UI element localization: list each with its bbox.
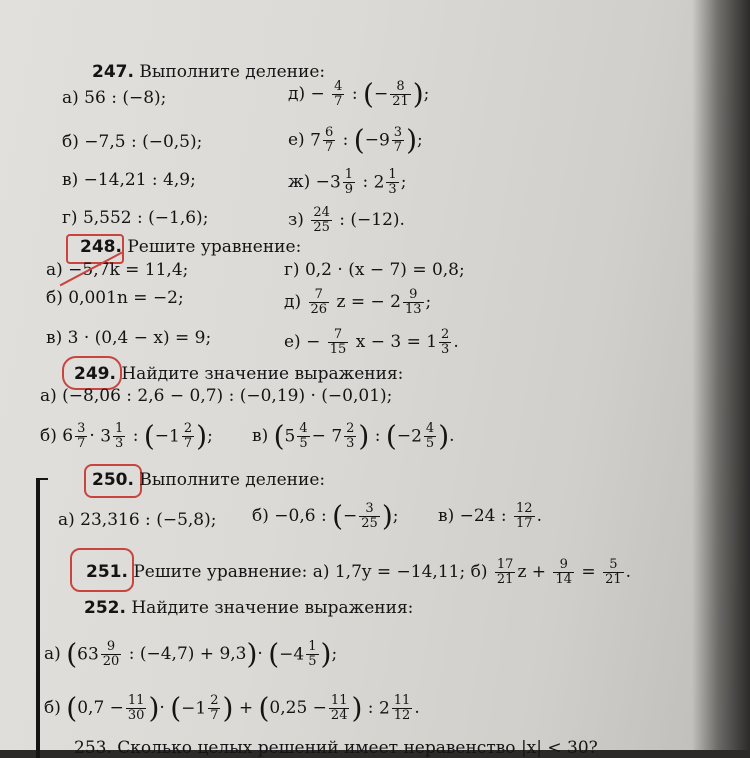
numerator: 17 <box>496 557 514 572</box>
expression-part: 0,7 − <box>77 698 124 718</box>
fraction <box>309 288 330 317</box>
whole-part: 2 <box>378 698 390 719</box>
numerator: 4 <box>425 421 435 436</box>
expression-middle: : (−4,7) + 9,3 <box>128 644 247 664</box>
problem-title: Выполните деление: <box>139 470 326 490</box>
item-label: е) <box>288 130 305 150</box>
denominator: 15 <box>329 342 347 357</box>
fraction <box>113 422 125 451</box>
item-label: в) −24 : <box>438 506 507 526</box>
whole-part: −4 <box>279 644 305 665</box>
problem-number: 248. <box>80 237 122 257</box>
denominator: 24 <box>330 708 348 723</box>
problem-249-header <box>74 364 403 384</box>
numerator: 1 <box>388 167 397 182</box>
denominator: 3 <box>346 436 355 451</box>
p247-e: е) 7 $\frac{6}{7}$ : (−9 $\frac{3}{7}$ ); <box>288 123 423 157</box>
problem-252-header <box>84 598 413 618</box>
whole-part: 3 <box>100 426 112 447</box>
numerator: 1 <box>115 421 124 436</box>
fraction <box>553 558 574 587</box>
fraction <box>439 328 451 357</box>
denominator: 20 <box>102 654 120 669</box>
expression-tail: : (−12). <box>339 210 405 230</box>
denominator: 7 <box>210 708 219 723</box>
p247-b: б) −7,5 : (−0,5); <box>62 132 203 152</box>
item-label: б) 6 <box>40 426 74 446</box>
p247-a: а) 56 : (−8); <box>62 88 167 108</box>
problem-title: Решите уравнение: <box>127 237 302 257</box>
p248-d: д) $\frac{7}{26}$ z = − 2 $\frac{9}{13}$ ; <box>284 287 432 317</box>
fraction <box>311 206 332 235</box>
fraction <box>424 422 436 451</box>
item-label: д) <box>288 84 306 104</box>
expression-middle: z = − 2 <box>336 292 401 312</box>
numerator: 8 <box>390 80 411 95</box>
numerator: 9 <box>101 640 122 655</box>
denominator: 21 <box>496 572 514 587</box>
p247-z <box>288 206 405 235</box>
denominator: 9 <box>344 182 354 197</box>
item-label: б) −0,6 : <box>252 506 327 526</box>
p250-a: а) 23,316 : (−5,8); <box>58 510 217 530</box>
numerator: 11 <box>393 693 411 708</box>
denominator: 7 <box>183 436 193 451</box>
p248-g: г) 0,2 · (x − 7) = 0,8; <box>284 260 465 280</box>
fraction <box>328 328 349 357</box>
denominator: 21 <box>605 572 622 587</box>
denominator: 21 <box>392 94 409 109</box>
denominator: 7 <box>324 140 334 155</box>
numerator: 4 <box>334 79 343 94</box>
numerator: 3 <box>359 502 380 517</box>
p249-a: а) (−8,06 : 2,6 − 0,7) : (−0,19) · (−0,01); <box>40 386 393 406</box>
fraction <box>306 640 318 669</box>
numerator: 3 <box>393 125 403 140</box>
fraction <box>403 288 424 317</box>
problem-title: Найдите значение выражения: <box>131 598 414 618</box>
denominator: 17 <box>516 516 533 531</box>
p247-d: д) − $\frac{4}{7}$ : (− $\frac{8}{21}$ ); <box>288 77 430 111</box>
problem-number: 249. <box>74 364 116 384</box>
fraction <box>323 126 335 155</box>
denominator: 5 <box>299 436 308 451</box>
p247-v: в) −14,21 : 4,9; <box>62 170 196 190</box>
fraction <box>182 422 194 451</box>
whole-part: 2 <box>373 172 385 193</box>
numerator: 12 <box>516 501 533 516</box>
problem-number: 251. <box>86 562 128 582</box>
fraction <box>208 694 220 723</box>
denominator: 26 <box>310 302 328 317</box>
problem-251: 251. Решите уравнение: а) 1,7y = −14,11; б) $\frac{17}{21}$ z + $\frac{9}{14}$ = $\frac{5}{21}$ . <box>86 557 632 587</box>
p250-b: б) −0,6 : (− $\frac{3}{25}$ ); <box>252 499 399 533</box>
problem-247-header <box>92 62 325 82</box>
item-label: е) <box>284 332 301 352</box>
problem-number: 247. <box>92 62 134 82</box>
numerator: 2 <box>346 421 355 436</box>
problem-248-header <box>80 237 301 257</box>
numerator: 9 <box>553 558 574 573</box>
p247-g: г) 5,552 : (−1,6); <box>62 208 209 228</box>
p252-b: б) (0,7 − $\frac{11}{30}$ )· (−1 $\frac{2}{7}$ ) + (0,25 − $\frac{11}{24}$ ) : 2 $\frac{11}{12}$ . <box>44 691 420 725</box>
p248-v: в) 3 · (0,4 − x) = 9; <box>46 328 212 348</box>
whole-part: 3 <box>329 172 341 193</box>
denominator: 3 <box>115 436 124 451</box>
fraction <box>392 126 404 155</box>
numerator: 1 <box>344 167 354 182</box>
numerator: 24 <box>313 205 330 220</box>
denominator: 3 <box>388 182 397 197</box>
fraction <box>495 558 516 587</box>
denominator: 5 <box>308 654 317 669</box>
problem-number: 250. <box>92 470 134 490</box>
problem-title: Найдите значение выражения: <box>121 364 404 384</box>
problem-number: 252. <box>84 598 126 618</box>
whole-part: 7 <box>310 130 321 151</box>
denominator: 25 <box>361 516 378 531</box>
denominator: 25 <box>313 220 330 235</box>
problem-title: Выполните деление: <box>139 62 326 82</box>
numerator: 9 <box>403 288 424 303</box>
numerator: 7 <box>328 328 349 343</box>
fraction <box>126 694 147 723</box>
fraction <box>359 502 380 531</box>
denominator: 7 <box>334 94 343 109</box>
denominator: 5 <box>425 436 435 451</box>
item-label: б) <box>44 698 61 718</box>
item-label: в) <box>252 426 269 446</box>
numerator: 2 <box>210 693 219 708</box>
numerator: 11 <box>330 693 348 708</box>
numerator: 4 <box>299 421 308 436</box>
whole-part: 63 <box>77 644 99 665</box>
numerator: 7 <box>309 288 330 303</box>
p249-v: в) (5 $\frac{4}{5}$ − 7 $\frac{2}{3}$ ) : (−2 $\frac{4}{5}$ ). <box>252 419 455 453</box>
item-label: ж) <box>288 172 311 192</box>
item-label: з) <box>288 210 304 230</box>
whole-part: 9 <box>378 130 390 151</box>
fraction <box>343 168 355 197</box>
whole-part: 2 <box>411 426 422 447</box>
fraction <box>386 168 398 197</box>
fraction <box>344 422 356 451</box>
denominator: 12 <box>393 708 411 723</box>
denominator: 3 <box>441 342 450 357</box>
denominator: 7 <box>77 436 86 451</box>
whole-part: −1 <box>181 698 207 719</box>
fraction <box>75 422 87 451</box>
p247-zh: ж) −3 $\frac{1}{9}$ : 2 $\frac{1}{3}$ ; <box>288 167 407 197</box>
problem-title: Решите уравнение: а) 1,7y = −14,11; б) <box>133 562 488 582</box>
numerator: 2 <box>183 421 193 436</box>
whole-part: 5 <box>284 426 296 447</box>
fraction <box>101 640 122 669</box>
p252-a: а) (63 $\frac{9}{20}$ : (−4,7) + 9,3)· (−4 $\frac{1}{5}$ ); <box>44 637 338 671</box>
fraction <box>514 502 535 531</box>
numerator: 5 <box>603 558 624 573</box>
numerator: 11 <box>127 693 145 708</box>
numerator: 6 <box>324 125 334 140</box>
denominator: 30 <box>127 708 145 723</box>
denominator: 7 <box>393 140 403 155</box>
problem-250-header <box>92 470 325 490</box>
fraction <box>392 694 413 723</box>
numerator: 3 <box>77 421 86 436</box>
denominator: 14 <box>555 572 572 587</box>
p250-v: в) −24 : $\frac{12}{17}$ . <box>438 501 542 531</box>
fraction <box>329 694 350 723</box>
whole-part: 1 <box>169 426 180 447</box>
item-label: д) <box>284 292 302 312</box>
fraction <box>332 80 344 109</box>
page-shadow <box>692 0 750 750</box>
p249-b: б) 6 $\frac{3}{7}$ · 3 $\frac{1}{3}$ : (−1 $\frac{2}{7}$ ); <box>40 419 213 453</box>
item-label: а) <box>44 644 61 664</box>
p248-b: б) 0,001n = −2; <box>46 288 184 308</box>
margin-bracket <box>36 478 40 758</box>
numerator: 1 <box>308 639 317 654</box>
fraction <box>390 80 411 109</box>
expression-middle: x − 3 = 1 <box>355 332 438 352</box>
fraction <box>297 422 309 451</box>
p248-e: е) − $\frac{7}{15}$ x − 3 = 1 $\frac{2}{3}$ . <box>284 327 459 357</box>
whole-part: 7 <box>331 426 343 447</box>
margin-bracket-top <box>36 478 48 480</box>
problem-253-partial: 253. Сколько целых решений имеет неравенство |x| < 30? <box>74 738 598 758</box>
p248-a: а) −5,7k = 11,4; <box>46 260 189 280</box>
fraction <box>603 558 624 587</box>
expression-part: 0,25 − <box>269 698 327 718</box>
denominator: 13 <box>404 302 422 317</box>
numerator: 2 <box>441 327 450 342</box>
